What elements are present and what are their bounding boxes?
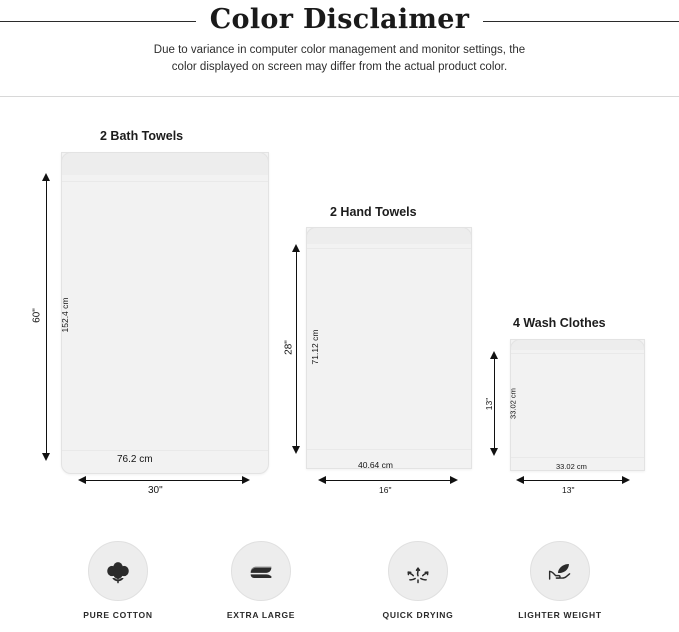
bath-towel-width-cm: 76.2 cm (117, 454, 153, 465)
hand-towel-height-arrow (296, 251, 297, 447)
bath-towel-height-arrow (46, 180, 47, 454)
title-rule-left (0, 21, 196, 22)
size-diagram (0, 96, 679, 521)
hand-towel-shape (306, 227, 472, 469)
hand-towel-width-inches: 16" (379, 485, 392, 495)
wash-cloth-band-top (511, 353, 644, 354)
hand-towel-cap (306, 227, 472, 244)
feature-badges (0, 521, 679, 632)
wash-cloth-width-inches: 13" (562, 485, 575, 495)
disclaimer-line-1: Due to variance in computer color management and monitor settings, the (153, 44, 526, 56)
feature-quick-drying (348, 541, 488, 620)
folded-towel-icon (231, 541, 291, 601)
hand-towel-width-cm: 40.64 cm (358, 460, 393, 470)
hand-towel-label: 2 Hand Towels (330, 205, 417, 219)
wash-cloth-cap (510, 339, 645, 350)
wash-cloth-height-arrow (494, 358, 495, 449)
cotton-flower-icon (88, 541, 148, 601)
disclaimer-text (0, 42, 679, 76)
hand-towel-band-top (307, 248, 471, 249)
hand-towel-height-inches: 28" (283, 340, 295, 355)
hand-towel-band-bottom (307, 449, 471, 450)
feature-label: PURE COTTON (83, 610, 153, 620)
wash-cloth-height-inches: 13" (484, 397, 494, 411)
bath-towel-label: 2 Bath Towels (100, 129, 184, 143)
title-row (0, 2, 679, 36)
bath-towel-height-inches: 60" (31, 308, 43, 323)
feature-label: EXTRA LARGE (226, 610, 296, 620)
title-rule-right (483, 21, 679, 22)
wash-cloth-shape (510, 339, 645, 471)
bath-towel-width-arrow (85, 480, 243, 481)
bath-towel-band-bottom (62, 450, 268, 451)
bath-towel-cap (61, 152, 269, 175)
disclaimer-line-2: color displayed on screen may differ from the actual product color. (171, 61, 508, 73)
feature-label: LIGHTER WEIGHT (518, 610, 602, 620)
color-disclaimer-header (0, 0, 679, 96)
feature-pure-cotton (48, 541, 188, 620)
hand-towel-height-cm: 71.12 cm (310, 329, 320, 365)
wash-cloth-width-arrow (523, 480, 623, 481)
feature-lighter-weight (490, 541, 630, 620)
bath-towel-band-top (62, 181, 268, 182)
wash-cloth-band-bottom (511, 457, 644, 458)
feature-extra-large (191, 541, 331, 620)
hand-feather-icon (530, 541, 590, 601)
drying-arrows-icon (388, 541, 448, 601)
wash-cloth-width-cm: 33.02 cm (556, 462, 587, 471)
wash-cloth-height-cm: 33.02 cm (508, 388, 518, 419)
bath-towel-width-inches: 30" (148, 485, 163, 496)
hand-towel-width-arrow (325, 480, 451, 481)
feature-label: QUICK DRYING (382, 610, 454, 620)
bath-towel-shape (61, 152, 269, 474)
page-title: Color Disclaimer (209, 3, 470, 35)
wash-cloth-label: 4 Wash Clothes (513, 316, 606, 330)
bath-towel-height-cm: 152.4 cm (60, 297, 70, 333)
